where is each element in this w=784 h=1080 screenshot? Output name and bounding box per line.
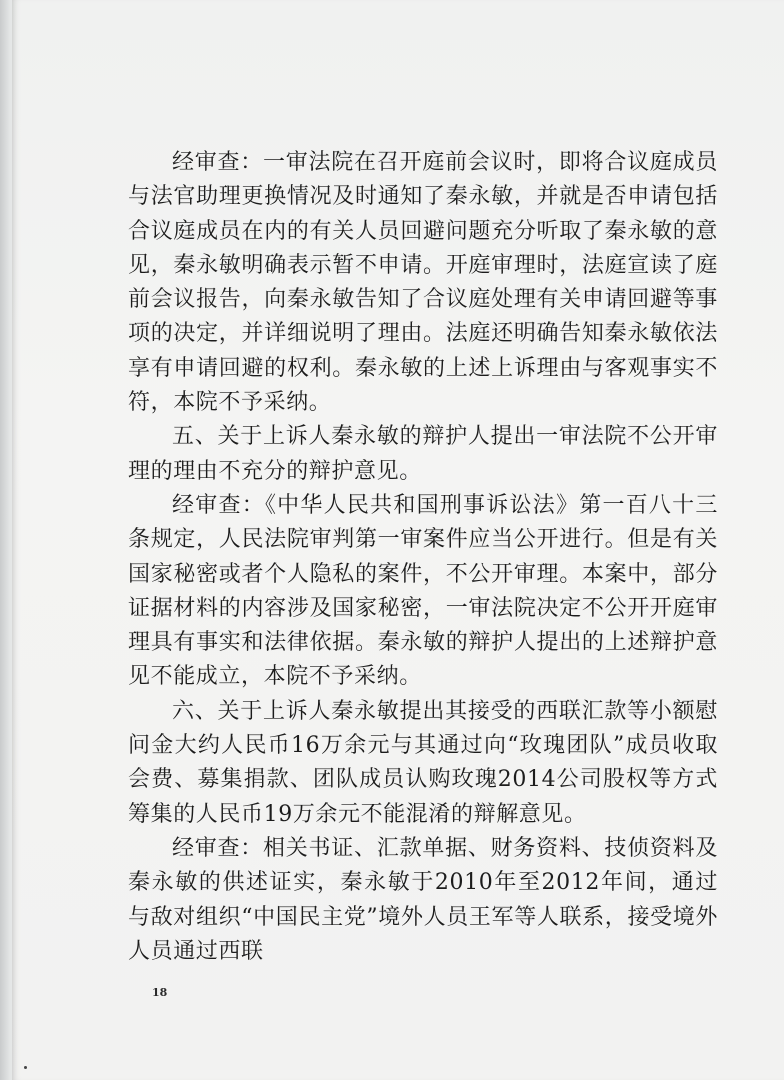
document-body [128, 146, 718, 969]
page-number: 18 [152, 986, 168, 999]
paragraph-review-recusal: 经审查：一审法院在召开庭前会议时，即将合议庭成员与法官助理更换情况及时通知了秦永敏，并就是否申请包括合议庭成员在内的有关人员回避问题充分听取了秦永敏的意见，秦永敏明确表示暂不申请。开庭审理时，法庭宣读了庭前会议报告，向秦永敏告知了合议庭处理有关申请回避等事项的决定，并详细说明了理由。法庭还明确告知秦永敏依法享有申请回避的权利。秦永敏的上述上诉理由与客观事实不符，本院不予采纳。 [128, 150, 718, 416]
paragraph-review-closed-trial: 经审查：《中华人民共和国刑事诉讼法》第一百八十三条规定，人民法院审判第一审案件应当公开进行。但是有关国家秘密或者个人隐私的案件，不公开审理。本案中，部分证据材料的内容涉及国家秘密，一审法院决定不公开开庭审理具有事实和法律依据。秦永敏的辩护人提出的上述辩护意见不能成立，本院不予采纳。 [128, 492, 718, 690]
paragraph-point-six: 六、关于上诉人秦永敏提出其接受的西联汇款等小额慰问金大约人民币16万余元与其通过向“玫瑰团队”成员收取会费、募集捐款、团队成员认购玫瑰2014公司股权等方式筹集的人民币19万余元不能混淆的辩解意见。 [128, 698, 718, 827]
paragraph-point-five: 五、关于上诉人秦永敏的辩护人提出一审法院不公开审理的理由不充分的辩护意见。 [128, 424, 718, 484]
document-page [12, 0, 784, 1080]
paragraph-review-funds: 经审查：相关书证、汇款单据、财务资料、技侦资料及秦永敏的供述证实，秦永敏于2010年至2012年间，通过与敌对组织“中国民主党”境外人员王军等人联系，接受境外人员通过西联 [128, 835, 718, 964]
scan-speck [24, 1066, 27, 1069]
